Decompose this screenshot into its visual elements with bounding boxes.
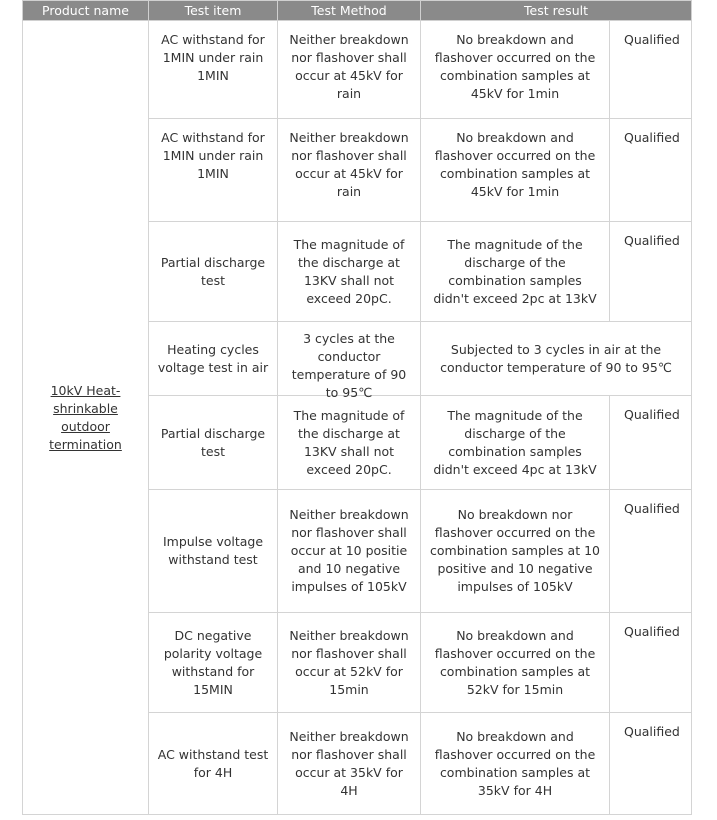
table-row — [23, 21, 692, 119]
verdict-cell: Qualified — [610, 613, 692, 713]
test-method-cell — [278, 322, 421, 400]
verdict-cell: Qualified — [610, 222, 692, 322]
test-method-cell: Neither breakdown nor flashover shall occur at 45kV for rain — [278, 21, 421, 119]
test-item-cell: AC withstand test for 4H — [149, 713, 278, 815]
header-test-item: Test item — [149, 1, 278, 21]
test-method-cell: Neither breakdown nor flashover shall occur at 45kV for rain — [278, 119, 421, 222]
test-item-cell: AC withstand for 1MIN under rain 1MIN — [149, 21, 278, 119]
test-result-cell: No breakdown and flashover occurred on the combination samples at 35kV for 4H — [421, 713, 610, 815]
test-method-text: 3 cycles at the conductor temperature of 90 to 95℃ — [291, 331, 407, 400]
verdict-cell: Qualified — [610, 396, 692, 490]
test-result-cell: The magnitude of the discharge of the combination samples didn't exceed 4pc at 13kV — [421, 396, 610, 490]
test-method-cell: Neither breakdown nor flashover shall occur at 52kV for 15min — [278, 613, 421, 713]
test-results-table — [22, 0, 692, 815]
header-test-result: Test result — [421, 1, 692, 21]
test-result-cell: No breakdown and flashover occurred on the combination samples at 45kV for 1min — [421, 119, 610, 222]
header-test-method: Test Method — [278, 1, 421, 21]
test-result-cell: No breakdown and flashover occurred on the combination samples at 45kV for 1min — [421, 21, 610, 119]
product-name-cell — [23, 21, 149, 815]
test-item-cell: DC negative polarity voltage withstand for 15MIN — [149, 613, 278, 713]
header-product-name: Product name — [23, 1, 149, 21]
verdict-cell: Qualified — [610, 21, 692, 119]
test-item-cell: Heating cycles voltage test in air — [149, 322, 278, 396]
test-method-cell: Neither breakdown nor flashover shall occur at 35kV for 4H — [278, 713, 421, 815]
table-header-row — [23, 1, 692, 21]
test-item-cell: Partial discharge test — [149, 396, 278, 490]
test-method-cell: The magnitude of the discharge at 13KV shall not exceed 20pC. — [278, 222, 421, 322]
verdict-cell: Qualified — [610, 713, 692, 815]
test-item-cell: Partial discharge test — [149, 222, 278, 322]
verdict-cell: Qualified — [610, 119, 692, 222]
test-result-cell: No breakdown and flashover occurred on the combination samples at 52kV for 15min — [421, 613, 610, 713]
test-method-cell: The magnitude of the discharge at 13KV shall not exceed 20pC. — [278, 396, 421, 490]
test-item-cell: AC withstand for 1MIN under rain 1MIN — [149, 119, 278, 222]
test-method-cell: Neither breakdown nor flashover shall occur at 10 positie and 10 negative impulses of 105kV — [278, 490, 421, 613]
test-result-cell: No breakdown nor flashover occurred on the combination samples at 10 positive and 10 negative impulses of 105kV — [421, 490, 610, 613]
test-result-cell: The magnitude of the discharge of the combination samples didn't exceed 2pc at 13kV — [421, 222, 610, 322]
test-item-cell: Impulse voltage withstand test — [149, 490, 278, 613]
product-name-link[interactable]: 10kV Heat-shrinkable outdoor termination — [49, 382, 122, 452]
test-result-cell: Subjected to 3 cycles in air at the conductor temperature of 90 to 95℃ — [421, 322, 692, 396]
verdict-cell: Qualified — [610, 490, 692, 613]
